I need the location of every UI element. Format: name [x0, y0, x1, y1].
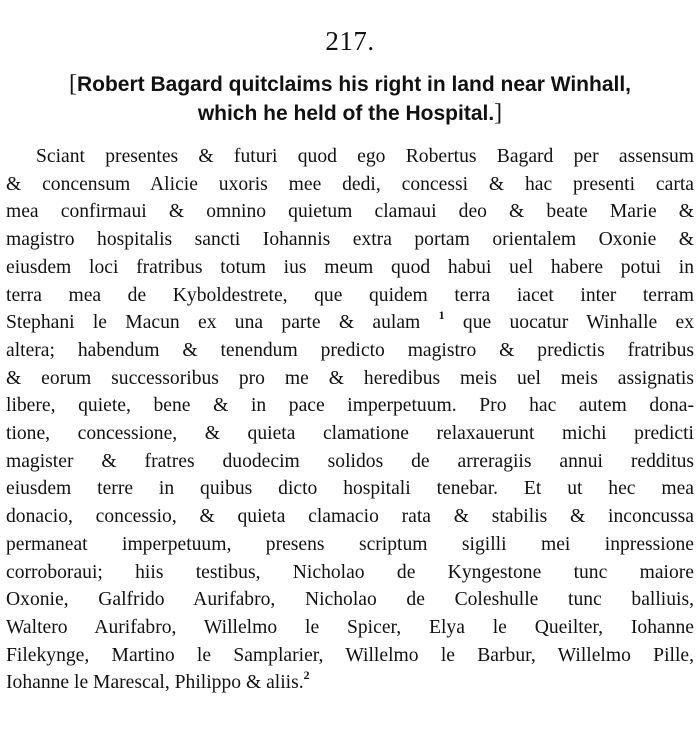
footnote-marker-1: 1	[438, 307, 445, 322]
open-bracket: [	[68, 71, 77, 97]
text-line: & eorum successoribus pro me & heredibus meis uel meis assignatis	[6, 367, 694, 389]
charter-text	[6, 143, 694, 697]
text-line: Sciant presentes & futuri quod ego Robertus Bagard per assensum	[36, 146, 694, 167]
text-line	[6, 309, 694, 337]
text-line: tione, concessione, & quieta clamatione relaxauerunt michi predicti	[6, 423, 694, 445]
text-line: magistro hospitalis sancti Iohannis extra portam orientalem Oxonie &	[6, 229, 694, 251]
text-line: altera; habendum & tenendum predicto magistro & predictis fratribus	[6, 339, 694, 361]
heading-line-2	[14, 99, 686, 128]
text-line: permaneat imperpetuum, presens scriptum sigilli mei inpressione	[6, 533, 694, 555]
document-number: 217.	[325, 26, 375, 56]
text-line: & concensum Alicie uxoris mee dedi, concessi & hac presenti carta	[6, 173, 694, 195]
heading-text-2: which he held of the Hospital.	[197, 102, 495, 125]
document-heading	[14, 70, 686, 128]
text-line: donacio, concessio, & quieta clamacio rata & stabilis & inconcussa	[6, 506, 694, 528]
close-bracket: ]	[494, 100, 503, 126]
text-line: Oxonie, Galfrido Aurifabro, Nicholao de Coleshulle tunc balliuis,	[6, 589, 694, 611]
text-line: libere, quiete, bene & in pace imperpetuum. Pro hac autem dona-	[6, 395, 694, 417]
text-line	[6, 669, 694, 697]
text-line: corroboraui; hiis testibus, Nicholao de Kyngestone tunc maiore	[6, 561, 694, 583]
footnote-marker-2: 2	[303, 667, 310, 682]
heading-text-1: Robert Bagard quitclaims his right in land near Winhall,	[76, 73, 632, 96]
text-line: eiusdem loci fratribus totum ius meum quod habui uel habere potui in	[6, 256, 694, 278]
text-line: Filekynge, Martino le Samplarier, Willelmo le Barbur, Willelmo Pille,	[6, 644, 694, 666]
text-segment: que uocatur Winhalle ex	[462, 312, 695, 334]
text-line: magister & fratres duodecim solidos de arreragiis annui redditus	[6, 450, 694, 472]
text-line: mea confirmaui & omnino quietum clamaui deo & beate Marie &	[6, 201, 694, 223]
heading-line-1	[14, 70, 686, 99]
text-line: terra mea de Kyboldestrete, que quidem terra iacet inter terram	[6, 284, 694, 306]
text-segment: Stephani le Macun ex una parte & aulam	[6, 312, 421, 334]
text-line: Waltero Aurifabro, Willelmo le Spicer, Elya le Queilter, Iohanne	[6, 616, 694, 638]
text-line: eiusdem terre in quibus dicto hospitali tenebar. Et ut hec mea	[6, 478, 694, 500]
text-segment: Iohanne le Marescal, Philippo & aliis.	[6, 672, 304, 694]
